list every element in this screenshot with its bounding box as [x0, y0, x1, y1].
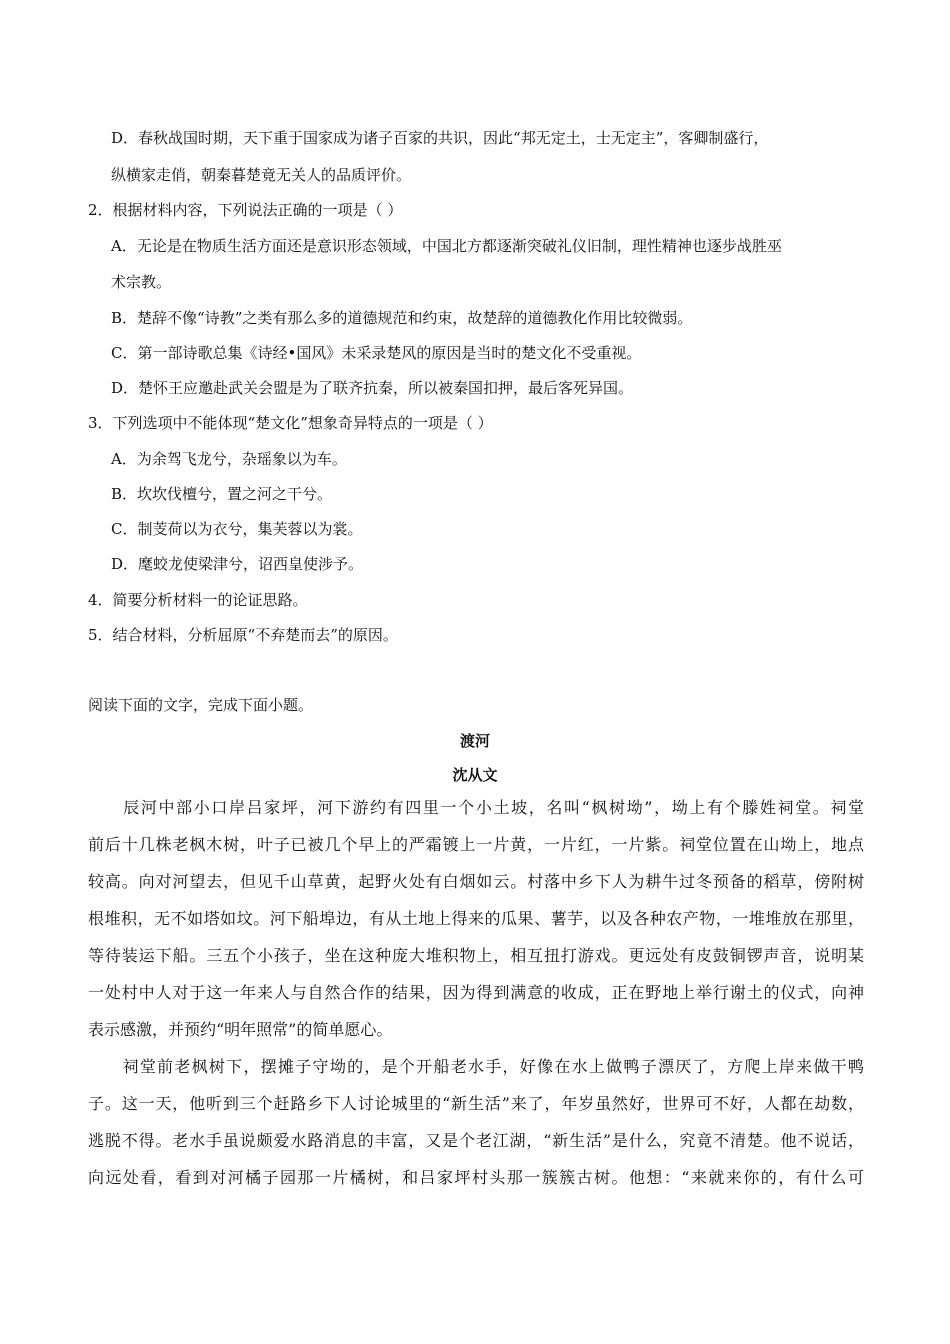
question-1-option-d-line-1: D．春秋战国时期，天下重于国家成为诸子百家的共识，因此“邦无定土，士无定主”，客卿制盛行，: [111, 129, 769, 147]
question-2-option-d: D．楚怀王应邀赴武关会盟是为了联齐抗秦，所以被秦国扣押，最后客死异国。: [111, 379, 634, 397]
passage-author: 沈从文: [452, 766, 498, 784]
question-3-option-a: A．为余驾飞龙兮，杂瑶象以为车。: [111, 450, 347, 468]
paragraph-line: 祠堂前老枫树下，摆摊子守坳的，是个开船老水手，好像在水上做鸭子漂厌了，方爬上岸来做干鸭: [88, 1057, 864, 1076]
question-2: 2．根据材料内容，下列说法正确的一项是（ ）: [88, 201, 403, 219]
paragraph-line: 一处村中人对于这一年来人与自然合作的结果，因为得到满意的收成，正在野地上举行谢土的仪式，向神: [88, 983, 864, 1002]
paragraph-line: 表示感激，并预约“明年照常”的简单愿心。: [88, 1020, 393, 1039]
paragraph-line: 辰河中部小口岸吕家坪，河下游约有四里一个小土坡，名叫“枫树坳”，坳上有个滕姓祠堂。祠堂: [88, 798, 864, 817]
paragraph-line: 根堆积，无不如塔如坟。河下船埠边，有从土地上得来的瓜果、薯芋，以及各种农产物，一堆堆放在那里，: [88, 909, 864, 928]
question-2-option-a-line-2: 术宗教。: [111, 273, 172, 291]
question-3-option-c: C．制芰荷以为衣兮，集芙蓉以为裳。: [111, 520, 363, 538]
paragraph-line: 等待装运下船。三五个小孩子，坐在这种庞大堆积物上，相互扭打游戏。更远处有皮鼓铜锣声音，说明某: [88, 946, 864, 965]
passage-title: 渡河: [459, 732, 490, 750]
question-3: 3．下列选项中不能体现“楚文化”想象奇异特点的一项是（ ）: [88, 414, 493, 432]
question-2-option-c: C．第一部诗歌总集《诗经•国风》未采录楚风的原因是当时的楚文化不受重视。: [111, 344, 642, 362]
paragraph-line: 较高。向对河望去，但见千山草黄，起野火处有白烟如云。村落中乡下人为耕牛过冬预备的稻草，傍附树: [88, 872, 864, 891]
paragraph-line: 前后十几株老枫木树，叶子已被几个早上的严霜镀上一片黄，一片红，一片紫。祠堂位置在山坳上，地点: [88, 835, 864, 854]
reading-instruction: 阅读下面的文字，完成下面小题。: [88, 696, 314, 714]
question-3-option-b: B．坎坎伐檀兮，置之河之干兮。: [111, 485, 333, 503]
question-5: 5．结合材料，分析屈原“不弃楚而去”的原因。: [88, 626, 398, 644]
paragraph-line: 向远处看，看到对河橘子园那一片橘树，和吕家坪村头那一簇簇古树。他想：“来就来你的，有什么可: [88, 1168, 864, 1187]
paragraph-line: 逃脱不得。老水手虽说颇爱水路消息的丰富，又是个老江湖，“新生活”是什么，究竟不清楚。他不说话，: [88, 1131, 864, 1150]
question-2-option-b: B．楚辞不像“诗教”之类有那么多的道德规范和约束，故楚辞的道德教化作用比较微弱。: [111, 309, 693, 327]
question-3-option-d: D．麾蛟龙使梁津兮，诏西皇使涉予。: [111, 555, 364, 573]
question-1-option-d-line-2: 纵横家走俏，朝秦暮楚竟无关人的品质评价。: [111, 166, 412, 184]
question-2-option-a-line-1: A．无论是在物质生活方面还是意识形态领域，中国北方都逐渐突破礼仪旧制，理性精神也逐步战胜巫: [111, 237, 782, 255]
paragraph-line: 子。这一天，他听到三个赶路乡下人讨论城里的“新生活”来了，年岁虽然好，世界可不好，人都在劫数，: [88, 1094, 864, 1113]
question-4: 4．简要分析材料一的论证思路。: [88, 591, 308, 609]
